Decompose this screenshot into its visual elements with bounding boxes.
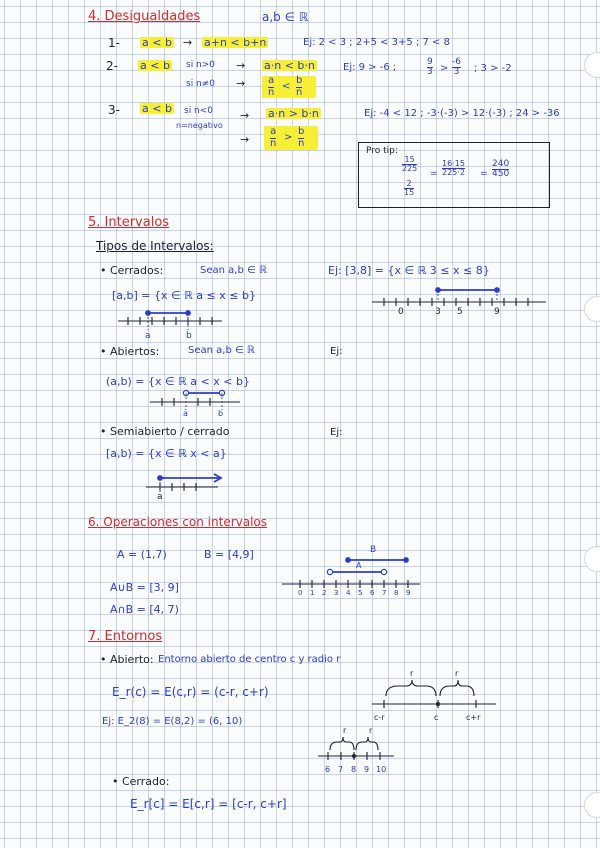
radius-brace-example-left [330,737,354,750]
radius-brace-example-right [356,737,378,750]
radius-label: r [369,726,373,735]
fraction-numerator: 2 [406,179,412,188]
open-point-a: a [183,409,188,418]
fraction-numerator: b [298,126,305,137]
open-endpoint [381,569,386,574]
half-set-definition: [a,b) = {x ∈ ℝ x < a} [106,447,227,460]
number-line-tick-label: 8 [394,589,399,597]
fraction-numerator: 16·15 [442,159,465,168]
arrow-icon: → [240,133,250,146]
property-3-number: 3- [108,103,120,117]
arrow-icon: → [183,36,193,49]
pro-tip-label: Pro tip: [366,146,398,156]
fraction-numerator: 9 [427,57,433,67]
section-title-entornos: 7. Entornos [88,629,163,644]
half-example-label: Ej: [330,427,343,438]
radius-label: r [455,669,459,678]
fraction-denominator: 450 [492,169,510,180]
arrow-icon: → [236,59,246,72]
equals-sign: = [430,169,438,179]
property-1-rhs: a+n < b+n [204,36,267,49]
property-2-rhs-product: a·n < b·n [264,59,315,72]
fraction-denominator: 3 [453,67,460,78]
open-point-b: b [218,409,224,418]
property-1-lhs: a < b [142,36,172,49]
example-tick-label-10: 10 [376,765,387,774]
closed-endpoint [404,558,409,563]
example-tick-label-9: 9 [364,765,370,774]
tick-label-5: 5 [457,307,463,317]
center-point [352,754,356,758]
fraction-denominator: n [270,137,277,149]
fraction-denominator: n [296,86,303,98]
property-2-number: 2- [106,59,118,73]
label-semiabierto: • Semiabierto / cerrado [100,425,230,438]
set-a-definition: A = (1,7) [117,548,167,561]
label-cerrados: • Cerrados: [100,264,164,277]
inequality-symbol: > [440,63,449,74]
open-set-definition: (a,b) = {x ∈ ℝ a < x < b} [106,375,250,388]
union-result: A∪B = [3, 9] [110,581,179,594]
open-neighborhood-definition: E_r(c) = E(c,r) = (c-r, c+r) [112,685,269,699]
property-1-example: Ej: 2 < 3 ; 2+5 < 3+5 ; 7 < 8 [303,37,450,48]
fraction-denominator: n [268,86,275,98]
fraction-numerator: -6 [452,57,461,67]
arrow-icon: → [240,109,250,122]
open-premise: Sean a,b ∈ ℝ [188,345,255,356]
interval-label-a: A [356,561,362,570]
closed-endpoint [346,558,351,563]
radius-label: r [410,669,414,678]
premise: a,b ∈ ℝ [262,10,309,24]
subtitle-tipos-de-intervalos: Tipos de Intervalos: [96,239,214,253]
example-tick-label-7: 7 [338,765,344,774]
closed-point-b: b [186,331,192,341]
fraction-denominator: 225·2 [442,168,465,178]
property-1-number: 1- [108,36,120,50]
number-line-tick-label: 0 [298,589,303,597]
label-cerrado: • Cerrado: [112,775,170,788]
tick-label-0: 0 [398,307,404,317]
number-line-tick-label: 4 [346,589,351,597]
number-line-tick-label: 5 [358,589,363,597]
neighborhood-label-c-plus-r: c+r [466,713,481,722]
fraction-numerator: b [296,75,303,86]
intersection-result: A∩B = [4, 7) [110,603,179,616]
example-tick-label-6: 6 [325,765,331,774]
fraction-numerator: 15 [404,155,415,164]
fraction-numerator: a [268,75,275,86]
number-line-tick-label: 3 [334,589,339,597]
open-endpoint [327,569,332,574]
inequality-symbol: < [282,81,291,92]
equals-sign: = [480,169,488,179]
section-title-operaciones: 6. Operaciones con intervalos [88,515,268,529]
fraction-numerator: 240 [492,159,510,169]
section-title-desigualdades: 4. Desigualdades [88,9,201,24]
open-neighborhood-description: Entorno abierto de centro c y radio r [158,654,341,665]
property-3-example: Ej: -4 < 12 ; -3·(-3) > 12·(-3) ; 24 > -36 [364,108,560,119]
interval-label-b: B [370,545,377,555]
tick-label-9: 9 [494,307,500,317]
section-title-intervalos: 5. Intervalos [88,215,170,230]
fraction-denominator: n [298,137,305,149]
half-point-a: a [157,492,163,502]
radius-brace-right [440,680,474,696]
radius-label: r [343,726,347,735]
open-neighborhood-example: Ej: E_2(8) = E(8,2) = (6, 10) [102,716,243,727]
closed-premise: Sean a,b ∈ ℝ [200,265,267,276]
inequality-symbol: > [284,132,293,143]
property-3-lhs: a < b [142,102,172,115]
label-abierto: • Abierto: [100,653,154,666]
number-line-tick-label: 6 [370,589,375,597]
property-3-condition: si n<0 [184,106,214,116]
number-line-tick-label: 2 [322,589,327,597]
example-tick-label-8: 8 [351,765,357,774]
property-3-condition-note: n=negativo [176,121,223,130]
fraction-denominator: 3 [427,67,433,78]
property-2-example-start: Ej: 9 > -6 ; [343,62,397,73]
tick-label-3: 3 [435,307,441,317]
property-2-lhs: a < b [140,59,170,72]
number-line-tick-label: 1 [310,589,315,597]
closed-neighborhood-definition: E_r[c] = E[c,r] = [c-r, c+r] [130,797,287,811]
number-line-tick-label: 9 [406,589,411,597]
fraction-numerator: a [270,126,277,137]
fraction-denominator: 15 [404,188,415,198]
closed-example: Ej: [3,8] = {x ∈ ℝ 3 ≤ x ≤ 8} [328,264,490,277]
fraction-denominator: 225 [402,164,418,174]
set-b-definition: B = [4,9] [204,548,254,561]
radius-brace-left [386,680,436,696]
closed-point-a: a [145,331,151,341]
number-line-tick-label: 7 [382,589,387,597]
property-2-condition-nonzero: si n≠0 [186,79,216,89]
property-3-rhs-product: a·n > b·n [268,107,319,120]
property-2-condition-positive: si n>0 [186,60,216,70]
property-2-example-end: ; 3 > -2 [474,63,512,74]
label-abiertos: • Abiertos: [100,345,160,358]
closed-set-definition: [a,b] = {x ∈ ℝ a ≤ x ≤ b} [112,289,256,302]
center-point [436,702,440,706]
arrow-icon: → [236,77,246,90]
open-example-label: Ej: [330,346,343,357]
neighborhood-label-c-minus-r: c-r [374,713,385,722]
neighborhood-label-c: c [434,713,439,722]
